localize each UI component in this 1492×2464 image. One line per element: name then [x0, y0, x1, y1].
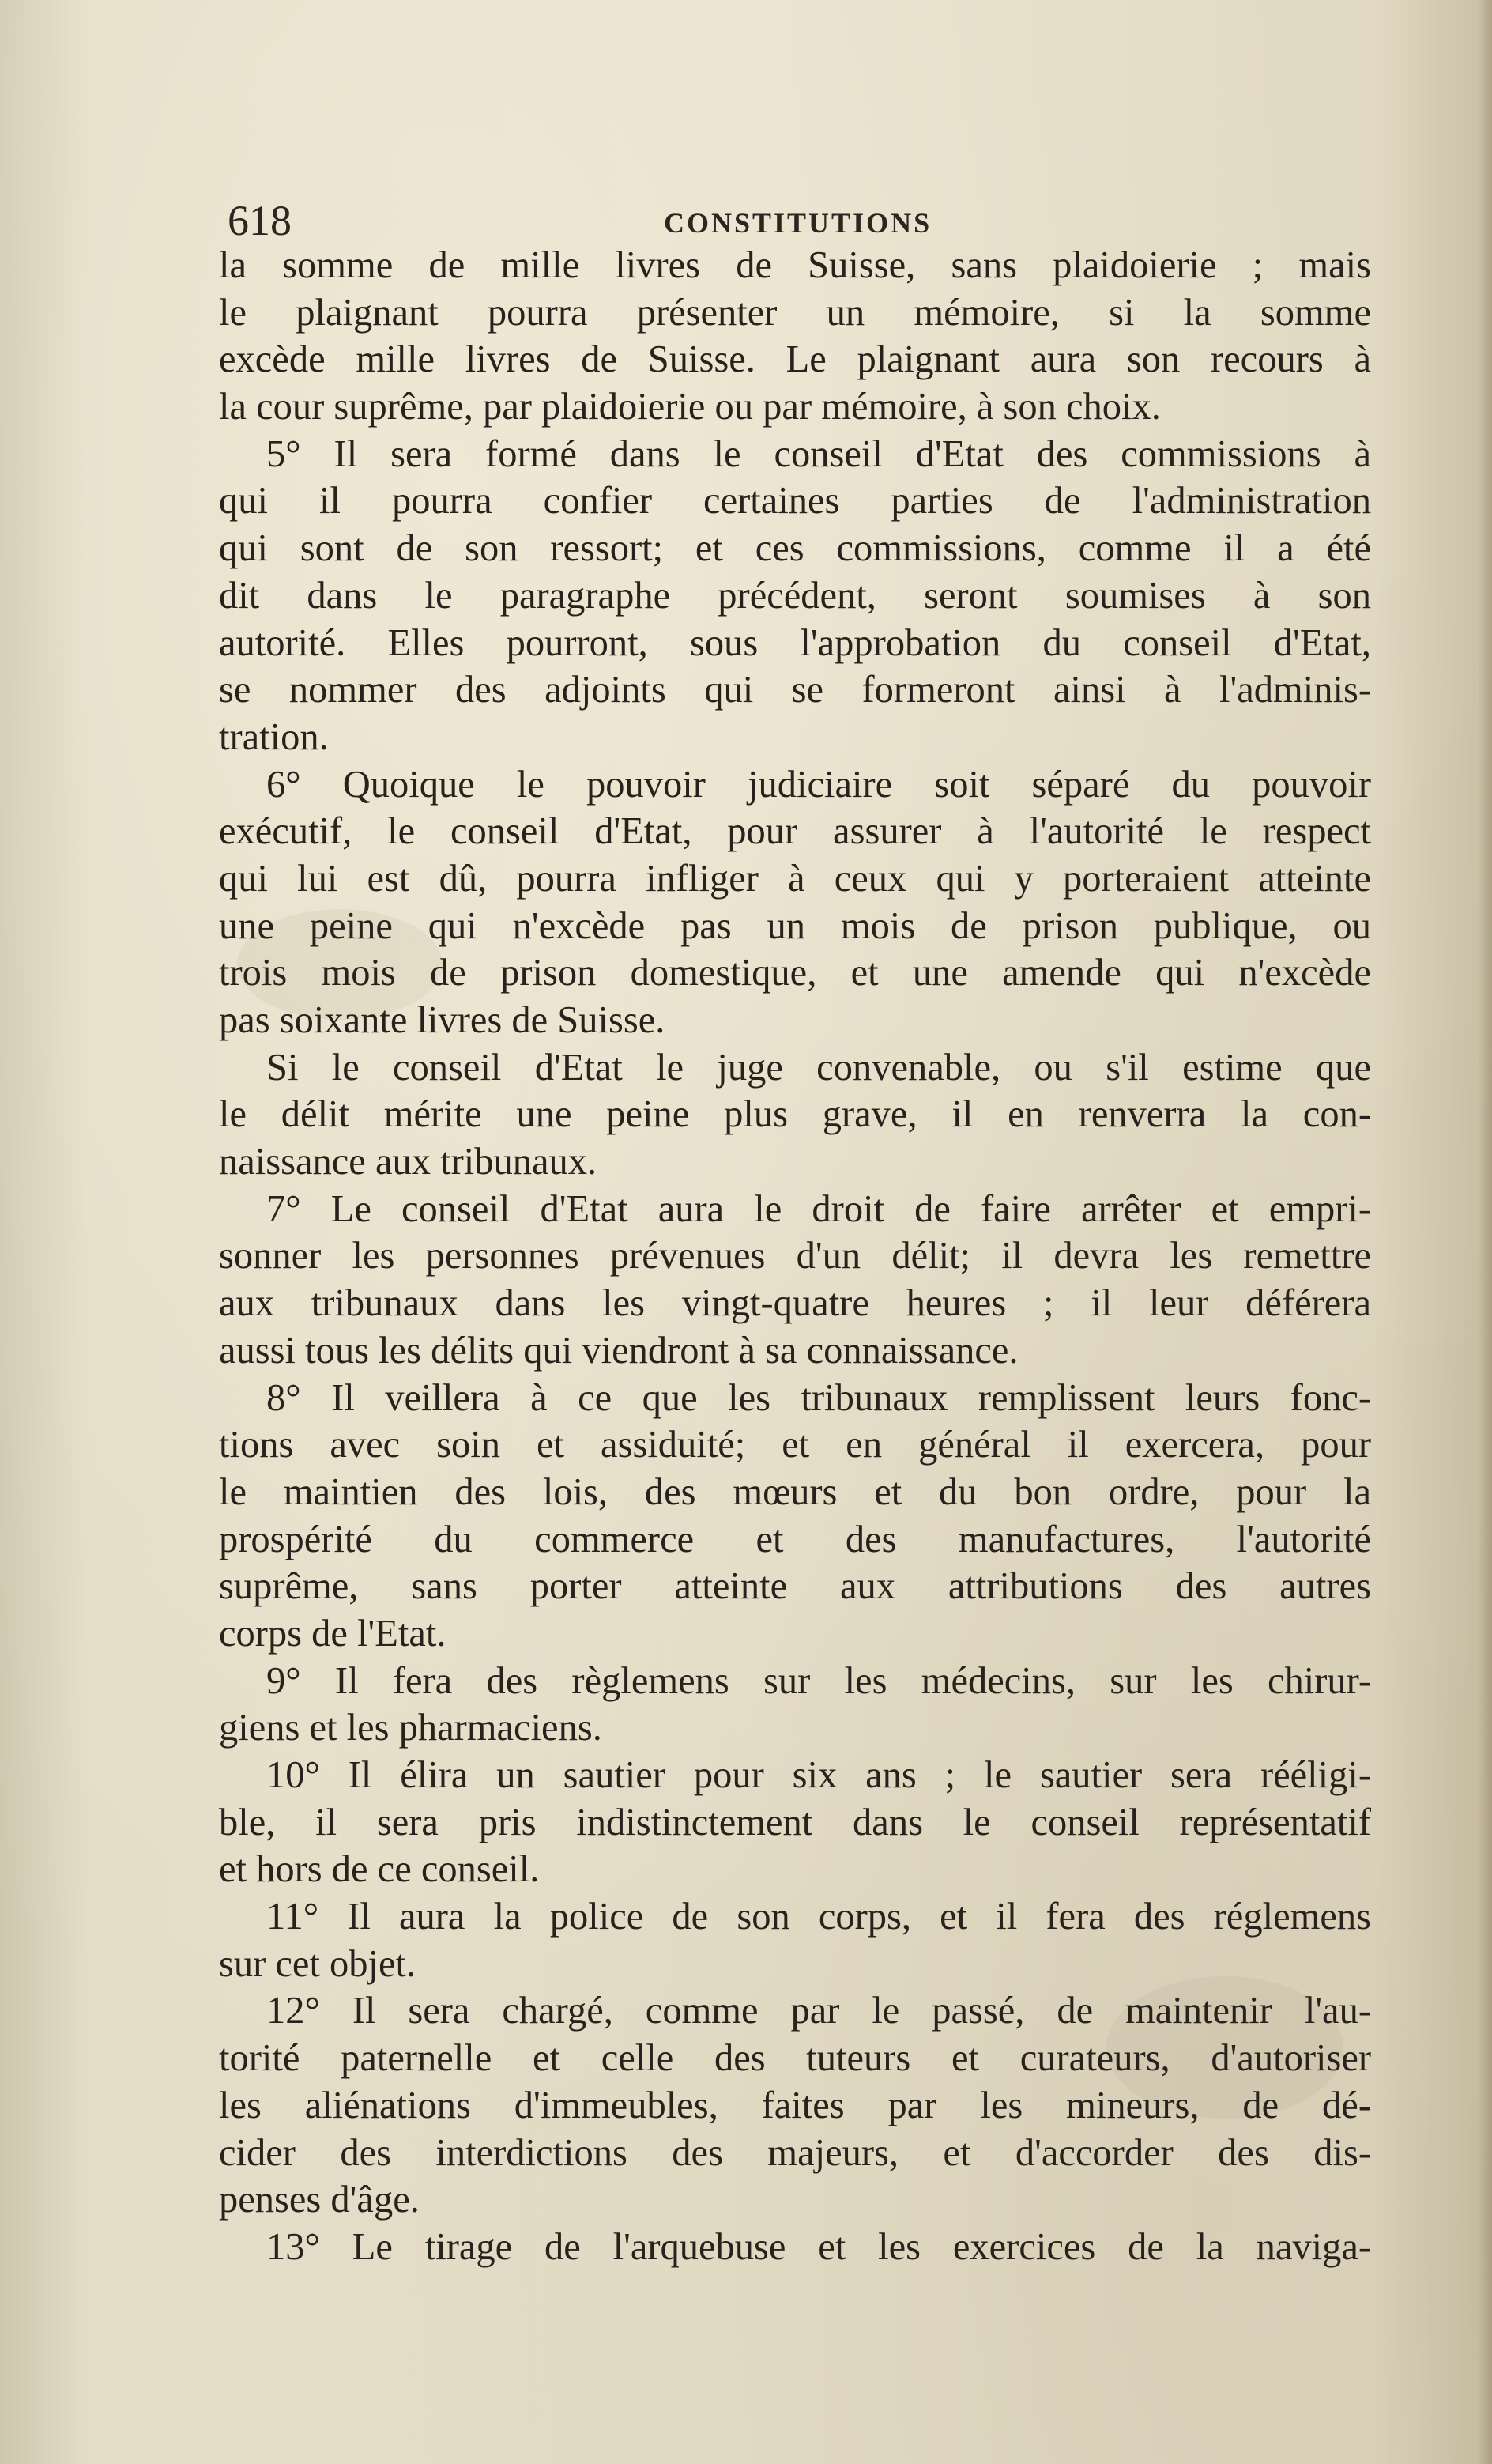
text-line: 6° Quoique le pouvoir judiciaire soit séparé du pouvoir	[266, 763, 1371, 806]
text-line: 13° Le tirage de l'arquebuse et les exercices de la naviga-	[266, 2225, 1371, 2268]
text-line: le maintien des lois, des mœurs et du bon ordre, pour la	[219, 1470, 1371, 1513]
text-line: Si le conseil d'Etat le juge convenable, ou s'il estime que	[266, 1046, 1371, 1089]
text-line: se nommer des adjoints qui se formeront ainsi à l'adminis-	[219, 669, 1371, 711]
text-line: 7° Le conseil d'Etat aura le droit de faire arrêter et empri-	[266, 1187, 1371, 1230]
text-line: aux tribunaux dans les vingt-quatre heures ; il leur déférera	[219, 1282, 1371, 1325]
text-line: excède mille livres de Suisse. Le plaignant aura son recours à	[219, 338, 1371, 381]
text-line: prospérité du commerce et des manufactures, l'autorité	[219, 1518, 1371, 1560]
text-line: torité paternelle et celle des tuteurs et curateurs, d'autoriser	[219, 2037, 1371, 2080]
text-line: sur cet objet.	[219, 1942, 416, 1985]
text-line: naissance aux tribunaux.	[219, 1141, 597, 1183]
text-line: autorité. Elles pourront, sous l'approbation du conseil d'Etat,	[219, 621, 1371, 664]
text-line: 10° Il élira un sautier pour six ans ; le sautier sera rééligi-	[266, 1754, 1371, 1796]
text-line: et hors de ce conseil.	[219, 1848, 540, 1891]
text-line: dit dans le paragraphe précédent, seront soumises à son	[219, 574, 1371, 617]
text-line: 12° Il sera chargé, comme par le passé, de maintenir l'au-	[266, 1990, 1371, 2032]
text-line: sonner les personnes prévenues d'un délit; il devra les remettre	[219, 1235, 1371, 1277]
text-line: tration.	[219, 715, 329, 758]
text-line: corps de l'Etat.	[219, 1612, 446, 1655]
text-line: aussi tous les délits qui viendront à sa connaissance.	[219, 1329, 1019, 1372]
page-edge-shadow	[1478, 0, 1492, 2464]
text-line: la somme de mille livres de Suisse, sans plaidoierie ; mais	[219, 244, 1371, 286]
text-line: giens et les pharmaciens.	[219, 1707, 602, 1749]
text-line: 11° Il aura la police de son corps, et il fera des réglemens	[266, 1896, 1371, 1938]
text-line: trois mois de prison domestique, et une amende qui n'excède	[219, 952, 1371, 994]
body-text	[219, 242, 1371, 2271]
text-line: les aliénations d'immeubles, faites par les mineurs, de dé-	[219, 2084, 1371, 2126]
text-line: la cour suprême, par plaidoierie ou par mémoire, à son choix.	[219, 386, 1161, 428]
text-line: qui il pourra confier certaines parties de l'administration	[219, 480, 1371, 523]
text-line: exécutif, le conseil d'Etat, pour assurer à l'autorité le respect	[219, 810, 1371, 853]
text-line: le délit mérite une peine plus grave, il en renverra la con-	[219, 1093, 1371, 1136]
text-line: qui sont de son ressort; et ces commissions, comme il a été	[219, 527, 1371, 570]
text-line: penses d'âge.	[219, 2179, 420, 2221]
text-line: pas soixante livres de Suisse.	[219, 999, 665, 1041]
text-line: tions avec soin et assiduité; et en général il exercera, pour	[219, 1424, 1371, 1466]
running-head: CONSTITUTIONS	[664, 207, 932, 239]
text-line: ble, il sera pris indistinctement dans le conseil représentatif	[219, 1801, 1371, 1843]
text-line: suprême, sans porter atteinte aux attributions des autres	[219, 1565, 1371, 1608]
text-line: 8° Il veillera à ce que les tribunaux remplissent leurs fonc-	[266, 1376, 1371, 1419]
page-number: 618	[228, 197, 292, 244]
text-line: le plaignant pourra présenter un mémoire, si la somme	[219, 291, 1371, 334]
text-line: une peine qui n'excède pas un mois de prison publique, ou	[219, 904, 1371, 947]
text-line: 9° Il fera des règlemens sur les médecins, sur les chirur-	[266, 1659, 1371, 1702]
page-header	[228, 193, 1018, 248]
text-line: cider des interdictions des majeurs, et d'accorder des dis-	[219, 2131, 1371, 2174]
text-line: qui lui est dû, pourra infliger à ceux qui y porteraient atteinte	[219, 857, 1371, 900]
text-line: 5° Il sera formé dans le conseil d'Etat des commissions à	[266, 432, 1371, 475]
